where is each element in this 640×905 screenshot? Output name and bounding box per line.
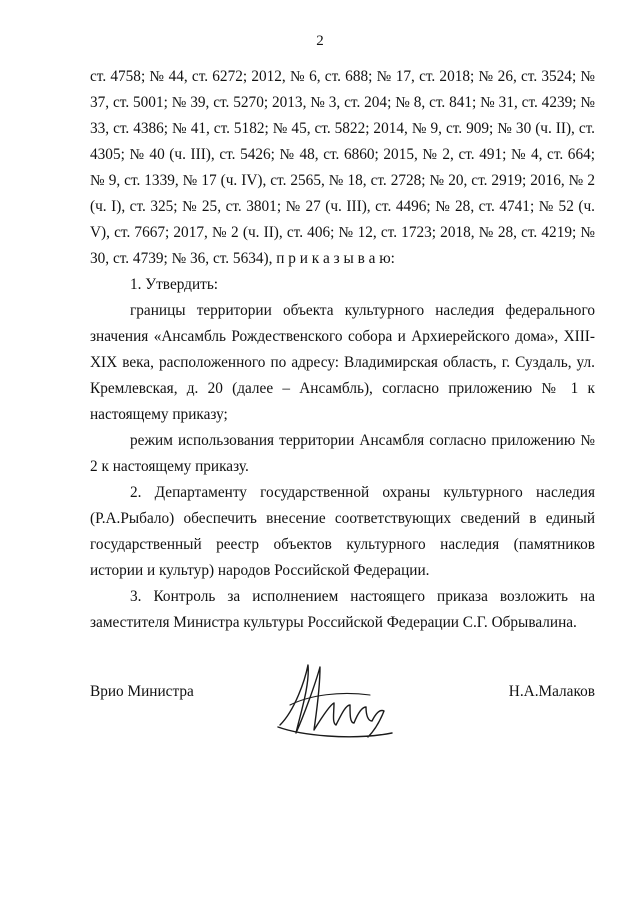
document-body — [90, 64, 595, 636]
handwritten-signature — [260, 655, 410, 745]
page-number: 2 — [316, 33, 324, 49]
paragraph-item-3: 3. Контроль за исполнением настоящего приказа возложить на заместителя Министра культуры Российской Федерации С.Г. Обрывалина. — [90, 588, 595, 631]
paragraph-territory-boundaries: границы территории объекта культурного наследия федерального значения «Ансамбль Рождественского собора и Архиерейского дома», XIII-XIX века, расположенного по адресу: Владимирская область, г. Суздаль, ул. Кремлевская, д. 20 (далее – Ансамбль), согласно приложению № 1 к настоящему приказу; — [90, 302, 595, 423]
signature-row — [90, 655, 595, 755]
paragraph-legal-references: ст. 4758; № 44, ст. 6272; 2012, № 6, ст. 688; № 17, ст. 2018; № 26, ст. 3524; № 37, ст. 5001; № 39, ст. 5270; 2013, № 3, ст. 204; № 8, ст. 841; № 31, ст. 4239; № 33, ст. 4386; № 41, ст. 5182; № 45, ст. 5822; 2014, № 9, ст. 909; № 30 (ч. II), ст. 4305; № 40 (ч. III), ст. 5426; № 48, ст. 6860; 2015, № 2, ст. 491; № 4, ст. 664; № 9, ст. 1339, № 17 (ч. IV), ст. 2565, № 18, ст. 2728; № 20, ст. 2919; 2016, № 2 (ч. I), ст. 325; № 25, ст. 3801; № 27 (ч. III), ст. 4496; № 28, ст. 4741; № 52 (ч. V), ст. 7667; 2017, № 2 (ч. II), ст. 406; № 12, ст. 1723; 2018, № 28, ст. 4219; № 30, ст. 4739; № 36, ст. 5634), п р и к а з ы в а ю: — [90, 68, 595, 267]
paragraph-item-2: 2. Департаменту государственной охраны культурного наследия (Р.А.Рыбало) обеспечить внесение соответствующих сведений в единый государственный реестр объектов культурного наследия (памятников истории и культур) народов Российской Федерации. — [90, 484, 595, 579]
signer-name: Н.А.Малаков — [508, 683, 595, 700]
paragraph-item-1-heading: 1. Утвердить: — [130, 276, 219, 293]
paragraph-usage-regime: режим использования территории Ансамбля согласно приложению № 2 к настоящему приказу. — [90, 432, 595, 475]
signer-title: Врио Министра — [90, 683, 194, 700]
